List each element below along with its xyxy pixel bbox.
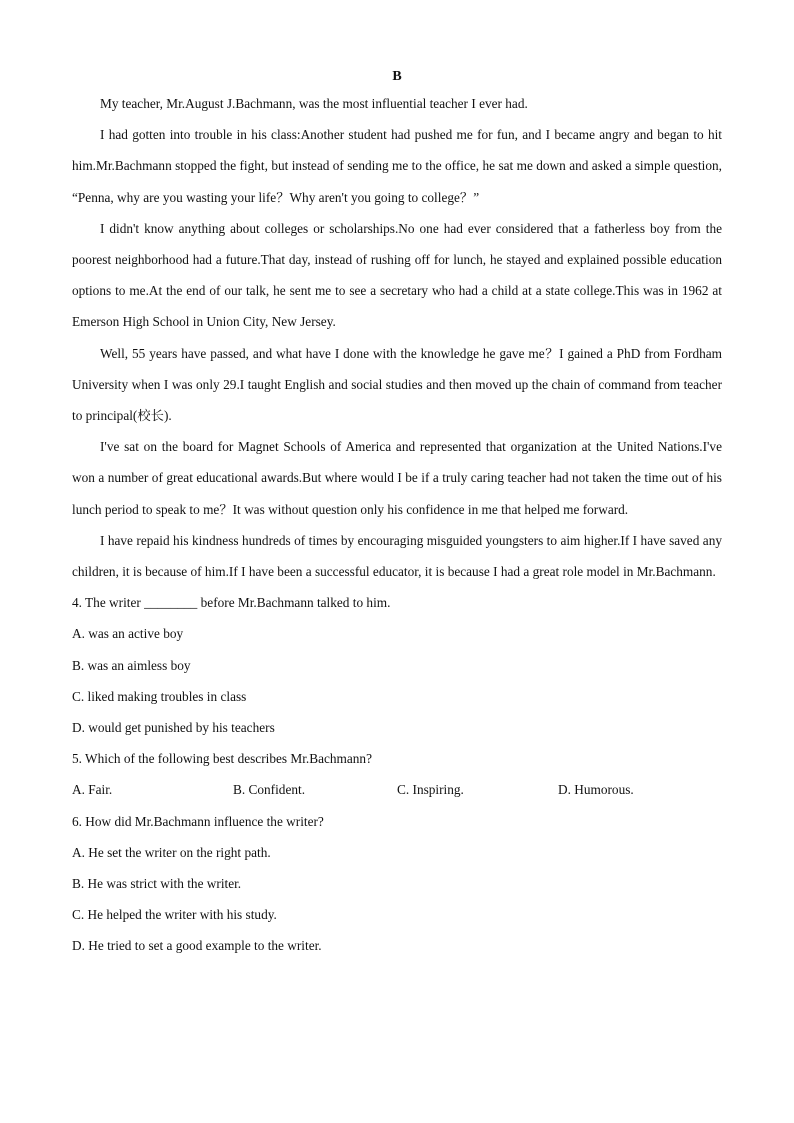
passage [72, 88, 722, 587]
question-6-option-b: B. He was strict with the writer. [72, 876, 242, 892]
question-4-option-c: C. liked making troubles in class [72, 688, 247, 704]
question-4-stem: 4. The writer ________ before Mr.Bachmann talked to him. [72, 595, 391, 611]
question-4-option-b: B. was an aimless boy [72, 657, 191, 673]
question-6-option-a: A. He set the writer on the right path. [72, 844, 271, 860]
question-6-option-d: D. He tried to set a good example to the writer. [72, 938, 322, 954]
section-title: B [392, 69, 402, 84]
passage-paragraph-1: My teacher, Mr.August J.Bachmann, was the most influential teacher I ever had. [100, 96, 528, 111]
question-4-option-a: A. was an active boy [72, 626, 184, 642]
passage-paragraph-6: I have repaid his kindness hundreds of times by encouraging misguided youngsters to aim higher.If I have saved any children, it is because of him.If I have been a successful educator, it is because I had a great role model in Mr.Bachmann. [72, 532, 722, 580]
question-5-option-d: D. Humorous. [558, 782, 634, 798]
question-6-stem: 6. How did Mr.Bachmann influence the writer? [72, 813, 324, 829]
passage-paragraph-5: I've sat on the board for Magnet Schools of America and represented that organization at the United Nations.I've won a number of great educational awards.But where would I be if a truly caring teacher had not taken the time out of his lunch period to speak to me？It was without question only his confidence in me that helped me forward. [72, 439, 722, 517]
question-6-option-c: C. He helped the writer with his study. [72, 907, 277, 923]
question-5-options [72, 774, 722, 805]
passage-paragraph-2: I had gotten into trouble in his class:Another student had pushed me for fun, and I became angry and began to hit him.Mr.Bachmann stopped the fight, but instead of sending me to the office, he sat me down and asked a simple question, “Penna, why are you wasting your life？Why aren't you going to college？” [72, 127, 722, 205]
question-5-option-c: C. Inspiring. [397, 782, 464, 798]
question-5-stem: 5. Which of the following best describes Mr.Bachmann? [72, 751, 372, 767]
question-4-option-d: D. would get punished by his teachers [72, 720, 275, 736]
question-6 [72, 806, 722, 962]
question-5-option-a: A. Fair. [72, 782, 113, 798]
question-5 [72, 743, 722, 805]
passage-paragraph-3: I didn't know anything about colleges or scholarships.No one had ever considered that a fatherless boy from the poorest neighborhood had a future.That day, instead of rushing off for lunch, he stayed and explained possible education options to me.At the end of our talk, he sent me to see a secretary who had a child at a state college.This was in 1962 at Emerson High School in Union City, New Jersey. [72, 220, 722, 330]
question-5-option-b: B. Confident. [233, 782, 306, 798]
document-page [72, 66, 722, 962]
passage-paragraph-4: Well, 55 years have passed, and what have I done with the knowledge he gave me？I gained a PhD from Fordham University when I was only 29.I taught English and social studies and then moved up the chain of command from teacher to principal(校长). [72, 345, 722, 424]
question-4 [72, 587, 722, 743]
